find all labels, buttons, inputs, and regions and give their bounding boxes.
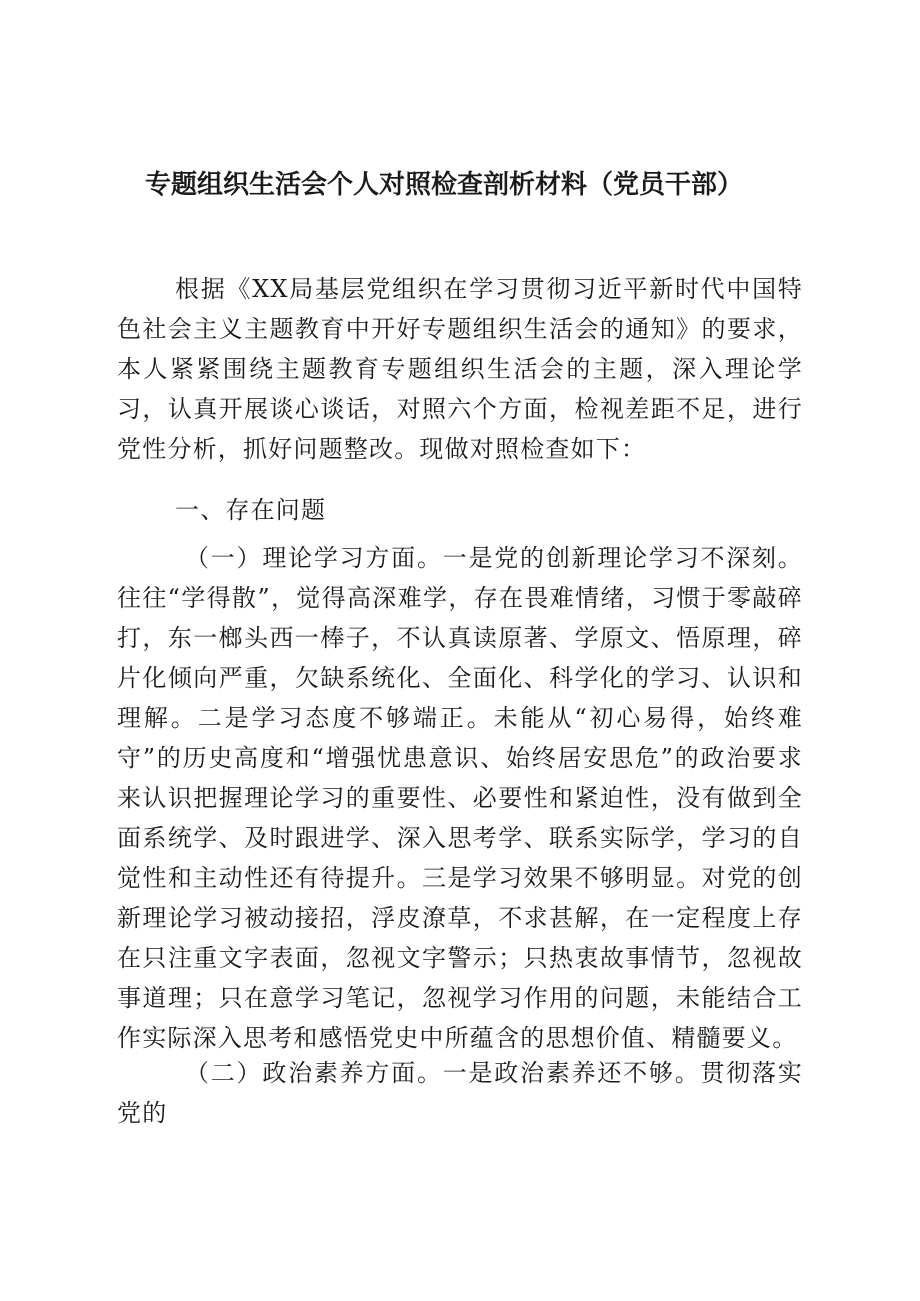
- document-title: 专题组织生活会个人对照检查剖析材料（党员干部）: [145, 170, 744, 200]
- section-heading-existing-problems: 一、存在问题: [175, 496, 327, 524]
- political-quality-paragraph: （二）政治素养方面。一是政治素养还不够。贯彻落实党的: [117, 1059, 803, 1127]
- theory-study-paragraph: （一）理论学习方面。一是党的创新理论学习不深刻。往往“学得散”，觉得高深难学，存在畏难情绪，习惯于零敲碎打，东一榔头西一棒子，不认真读原著、学原文、悟原理，碎片化倾向严重，欠缺系统化、全面化、科学化的学习、认识和理解。二是学习态度不够端正。未能从“初心易得，始终难守”的历史高度和“增强忧患意识、始终居安思危”的政治要求来认识把握理论学习的重要性、必要性和紧迫性，没有做到全面系统学、及时跟进学、深入思考学、联系实际学，学习的自觉性和主动性还有待提升。三是学习效果不够明显。对党的创新理论学习被动接招，浮皮潦草，不求甚解，在一定程度上存在只注重文字表面，忽视文字警示；只热衷故事情节，忽视故事道理；只在意学习笔记，忽视学习作用的问题，未能结合工作实际深入思考和感悟党史中所蕴含的思想价值、精髓要义。: [117, 544, 803, 1052]
- intro-paragraph: 根据《XX局基层党组织在学习贯彻习近平新时代中国特色社会主义主题教育中开好专题组织生活会的通知》的要求，本人紧紧围绕主题教育专题组织生活会的主题，深入理论学习，认真开展谈心谈话，对照六个方面，检视差距不足，进行党性分析，抓好问题整改。现做对照检查如下：: [117, 275, 803, 463]
